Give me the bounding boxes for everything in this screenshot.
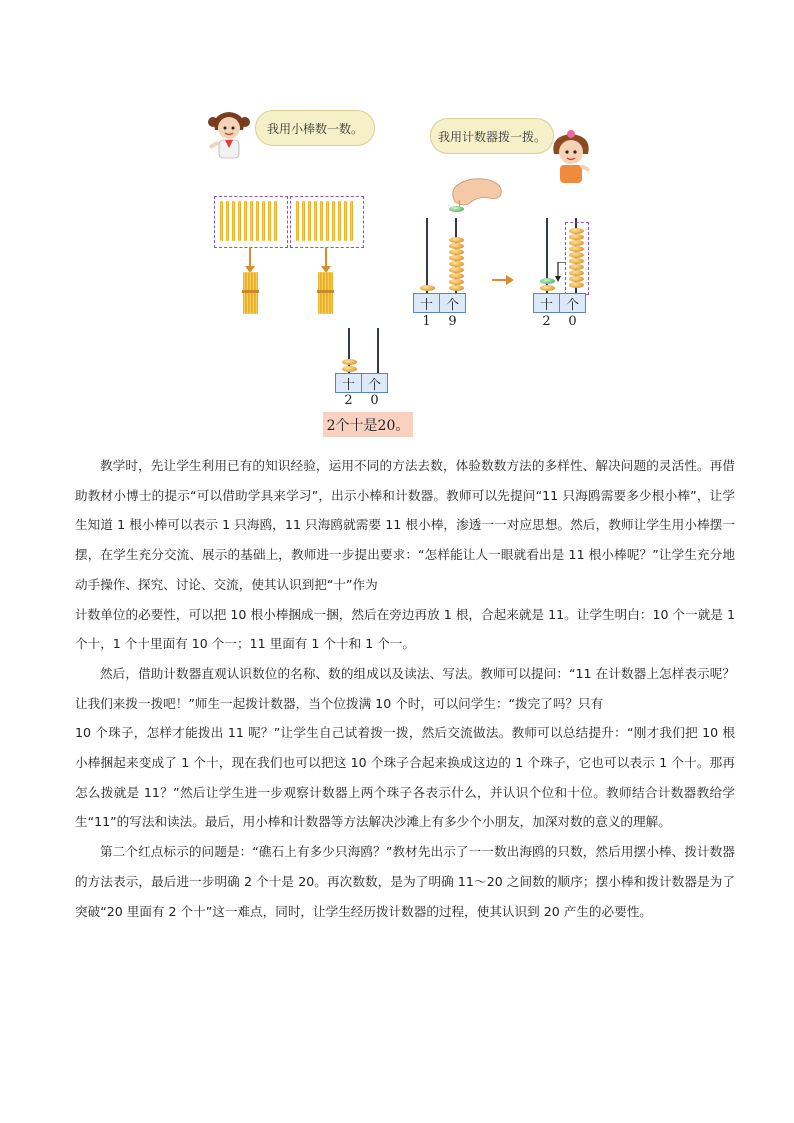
abacus-left-tens-rod — [426, 218, 428, 294]
stick — [250, 201, 253, 241]
bead — [569, 252, 584, 258]
down-arrow-2 — [325, 247, 327, 267]
abacus-bottom-ones-rod — [377, 328, 379, 374]
bead — [569, 270, 584, 276]
paragraph-1-continued: 计数单位的必要性，可以把 10 根小棒捆成一捆，然后在旁边再放 1 根，合起来就是 11。让学生明白：10 个一就是 1 个十，1 个十里面有 10 个一；11 里面有 1 个十和 1 个一。 — [75, 606, 735, 652]
abacus-left-base — [413, 293, 466, 313]
abacus-left-digit-tens: 1 — [422, 314, 431, 329]
speech-bubble-left: 我用小棒数一数。 — [255, 110, 375, 146]
stick — [332, 201, 335, 241]
stick — [238, 201, 241, 241]
girl-right-illustration — [546, 130, 596, 188]
stick — [320, 201, 323, 241]
stick — [338, 201, 341, 241]
bead — [569, 276, 584, 282]
abacus-left-digit-ones: 9 — [448, 314, 457, 329]
abacus-right-label-tens: 十 — [539, 297, 553, 313]
abacus-bottom-label-tens: 十 — [341, 377, 355, 393]
bead — [449, 273, 464, 279]
stick — [226, 201, 229, 241]
bead — [569, 228, 584, 234]
abacus-right-digit-tens: 2 — [542, 314, 551, 329]
body-text — [75, 451, 735, 926]
abacus-left-bead-moving — [449, 206, 464, 212]
paragraph-1: 教学时，先让学生利用已有的知识经验，运用不同的方法去数，体验数数方法的多样性、解决问题的灵活性。再借助教材小博士的提示“可以借助学具来学习”，出示小棒和计数器。教师可以先提问“11 只海鸥需要多少根小棒”，让学生知道 1 根小棒可以表示 1 只海鸥，11 只海鸥就需要 11 根小棒，渗透一一对应思想。然后，教师让学生用小棒摆一摆，在学生充分交流、展示的基础上，教师进一步提出要求：“怎样能让人一眼就看出是 11 根小棒呢？”让学生充分地动手操作、探究、讨论、交流，使其认识到把“十”作为 — [75, 458, 735, 592]
bead — [449, 285, 464, 291]
abacus-left-label-ones: 个 — [439, 294, 465, 312]
tied-bundle-1 — [242, 272, 260, 314]
stick — [268, 201, 271, 241]
abacus-right-ones-beads — [569, 226, 584, 288]
bead — [449, 261, 464, 267]
stick — [274, 201, 277, 241]
stick — [344, 201, 347, 241]
down-arrow-1 — [249, 247, 251, 267]
girl-left-illustration — [205, 108, 255, 163]
abacus-right-base — [533, 293, 586, 313]
bead — [449, 279, 464, 285]
sticks-group-1 — [219, 201, 281, 241]
sticks-group-2 — [295, 201, 357, 241]
paragraph-2: 然后，借助计数器直观认识数位的名称、数的组成以及读法、写法。教师可以提问：“11 在计数器上怎样表示呢？让我们来拨一拨吧！”师生一起拨计数器，当个位拨满 10 个时，可以问学生：“拨完了吗？只有 — [75, 665, 735, 711]
abacus-left-label-tens: 十 — [419, 297, 433, 313]
stick — [302, 201, 305, 241]
abacus-bottom-tens-bead-2 — [342, 366, 357, 372]
paragraph-3: 第二个红点标示的问题是：“礁石上有多少只海鸥？”教材先出示了一一数出海鸥的只数，然后用摆小棒、拨计数器的方法表示，最后进一步明确 2 个十是 20。再次数数，是为了明确 11～20 之间数的顺序；摆小棒和拨计数器是为了突破“20 里面有 2 个十”这一难点，同时，让学生经历拨计数器的过程，使其认识到 20 产生的必要性。 — [75, 844, 735, 919]
stick — [244, 201, 247, 241]
bead — [449, 255, 464, 261]
speech-bubble-right: 我用计数器拨一拨。 — [430, 118, 554, 154]
bead — [569, 240, 584, 246]
stick — [326, 201, 329, 241]
abacus-right-digit-ones: 0 — [568, 314, 577, 329]
stick — [256, 201, 259, 241]
abacus-right-tens-bead — [540, 285, 555, 291]
abacus-right-label-ones: 个 — [559, 294, 585, 312]
bead — [569, 282, 584, 288]
stick — [296, 201, 299, 241]
tied-bundle-2 — [317, 272, 335, 314]
abacus-bottom-digit-ones: 0 — [370, 393, 379, 408]
exchange-arrow — [554, 262, 566, 282]
stick — [350, 201, 353, 241]
abacus-right-tens-bead-green — [540, 278, 555, 284]
bead — [569, 234, 584, 240]
stick — [232, 201, 235, 241]
abacus-bottom-digit-tens: 2 — [344, 393, 353, 408]
bead — [449, 237, 464, 243]
bead — [449, 249, 464, 255]
right-arrow — [492, 270, 514, 280]
bead — [449, 267, 464, 273]
stick — [314, 201, 317, 241]
bead — [569, 258, 584, 264]
abacus-bottom-tens-bead-1 — [342, 359, 357, 365]
bead — [569, 264, 584, 270]
stick — [262, 201, 265, 241]
abacus-bottom-label-ones: 个 — [361, 374, 387, 392]
paragraph-2-continued: 10 个珠子，怎样才能拨出 11 呢？”让学生自己试着拨一拨，然后交流做法。教师可以总结提升：“刚才我们把 10 根小棒捆起来变成了 1 个十，现在我们也可以把这 10 个珠子合起来换成这边的 1 个珠子，它也可以表示 1 个十。那再怎么拨就是 11？”然后让学生进一步观察计数器上两个珠子各表示什么，并认识个位和十位。教师结合计数器教给学生“11”的写法和读法。最后，用小棒和计数器等方法解决沙滩上有多少个小朋友，加深对数的意义的理解。 — [75, 725, 735, 830]
bead — [449, 243, 464, 249]
caption-two-tens: 2个十是20。 — [323, 412, 413, 437]
abacus-bottom-base — [335, 373, 388, 393]
stick — [220, 201, 223, 241]
abacus-left-tens-bead — [420, 285, 435, 291]
abacus-left-ones-beads — [449, 230, 464, 290]
bead — [569, 246, 584, 252]
stick — [308, 201, 311, 241]
